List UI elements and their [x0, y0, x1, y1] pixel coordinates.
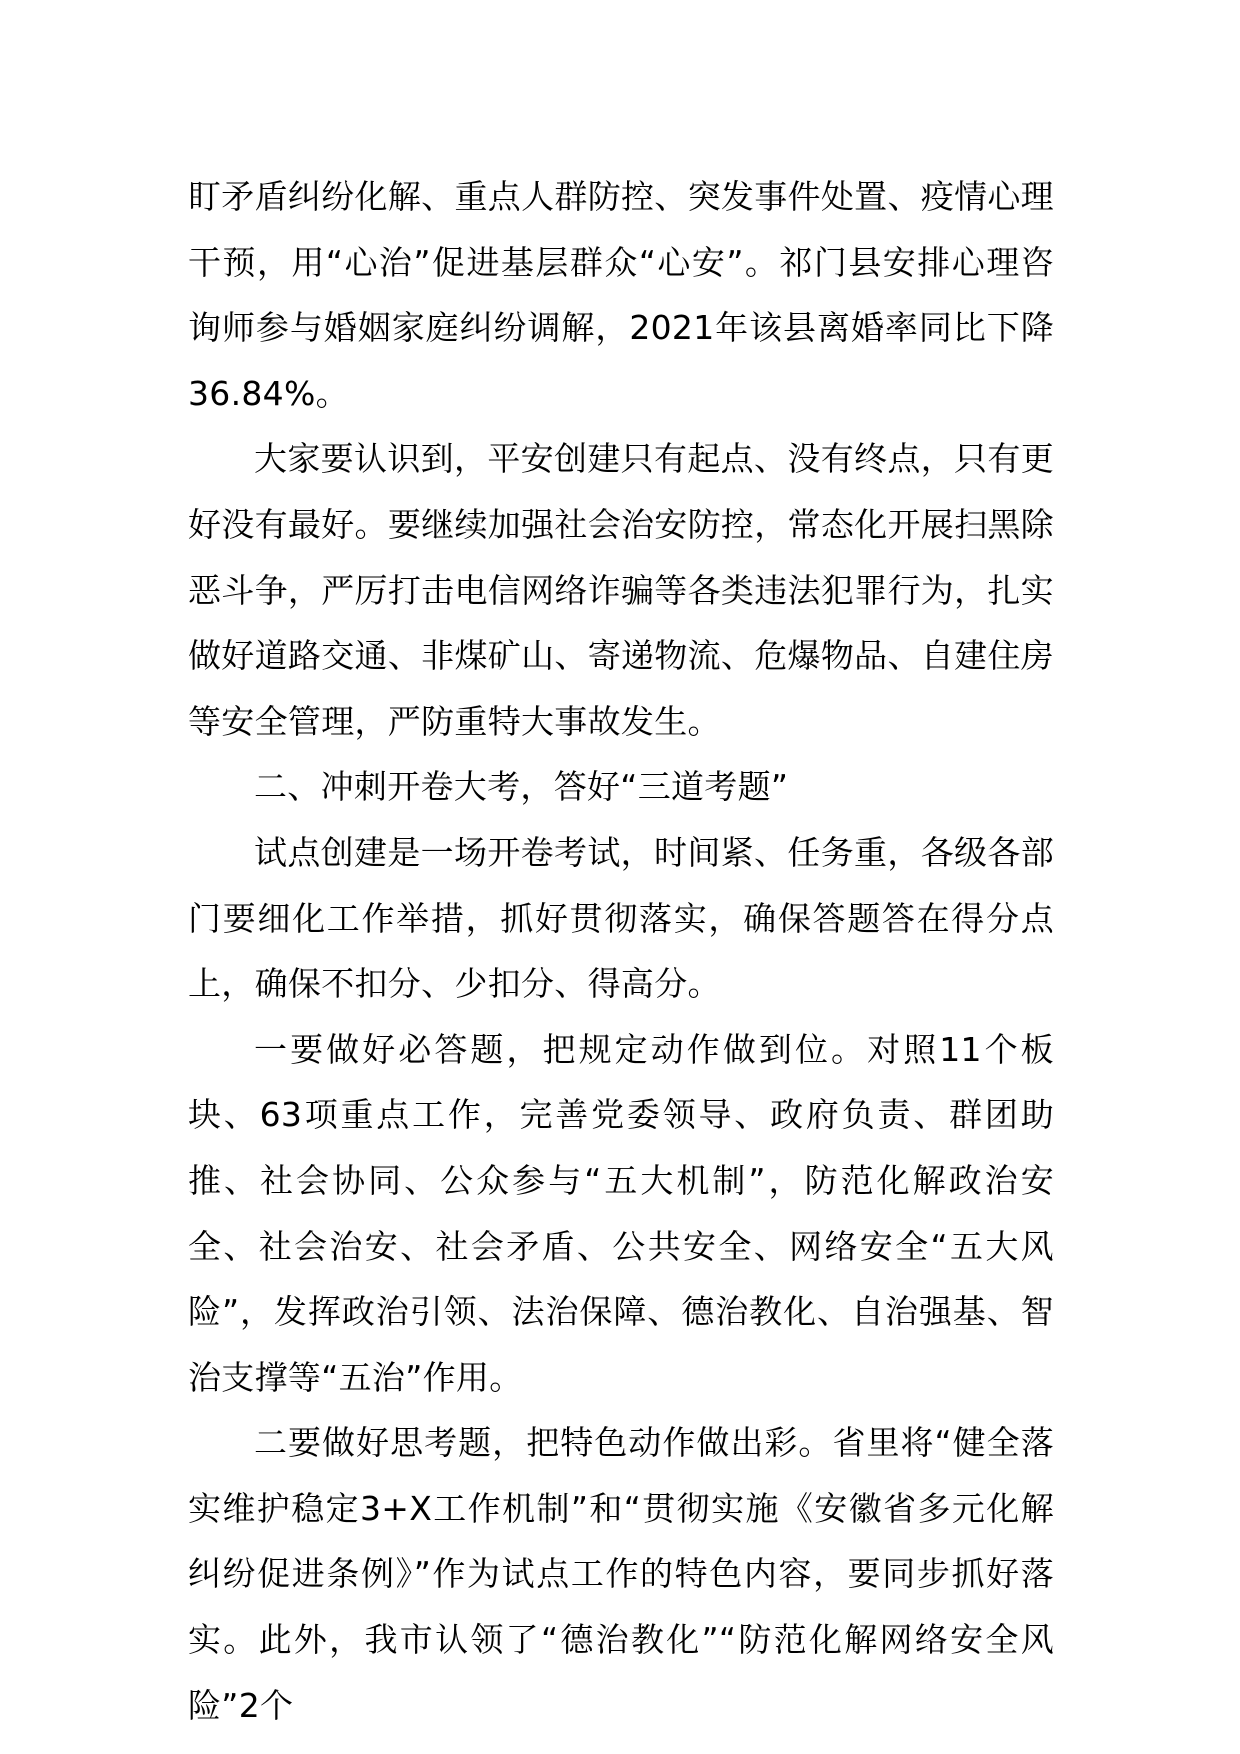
- paragraph-thinking-questions: 二要做好思考题，把特色动作做出彩。省里将“健全落实维护稳定3+X工作机制”和“贯彻实施《安徽省多元化解纠纷促进条例》”作为试点工作的特色内容，要同步抓好落实。此外，我市认领了“德治教化”“防范化解网络安全风险”2个: [188, 1423, 1054, 1725]
- paragraph-required-questions: 一要做好必答题，把规定动作做到位。对照11个板块、63项重点工作，完善党委领导、政府负责、群团助推、社会协同、公众参与“五大机制”，防范化解政治安全、社会治安、社会矛盾、公共安全、网络安全“五大风险”，发挥政治引领、法治保障、德治教化、自治强基、智治支撑等“五治”作用。: [188, 1029, 1054, 1397]
- paragraph-continuation: 盯矛盾纠纷化解、重点人群防控、突发事件处置、疫情心理干预，用“心治”促进基层群众“心安”。祁门县安排心理咨询师参与婚姻家庭纠纷调解，2021年该县离婚率同比下降36.84%。: [188, 177, 1054, 413]
- section-heading: 二、冲刺开卷大考，答好“三道考题”: [254, 767, 789, 807]
- paragraph-safety-creation: 大家要认识到，平安创建只有起点、没有终点，只有更好没有最好。要继续加强社会治安防控，常态化开展扫黑除恶斗争，严厉打击电信网络诈骗等各类违法犯罪行为，扎实做好道路交通、非煤矿山、寄递物流、危爆物品、自建住房等安全管理，严防重特大事故发生。: [188, 439, 1054, 741]
- document-page: [188, 164, 1054, 1738]
- paragraph-open-book-exam: 试点创建是一场开卷考试，时间紧、任务重，各级各部门要细化工作举措，抓好贯彻落实，确保答题答在得分点上，确保不扣分、少扣分、得高分。: [188, 832, 1054, 1004]
